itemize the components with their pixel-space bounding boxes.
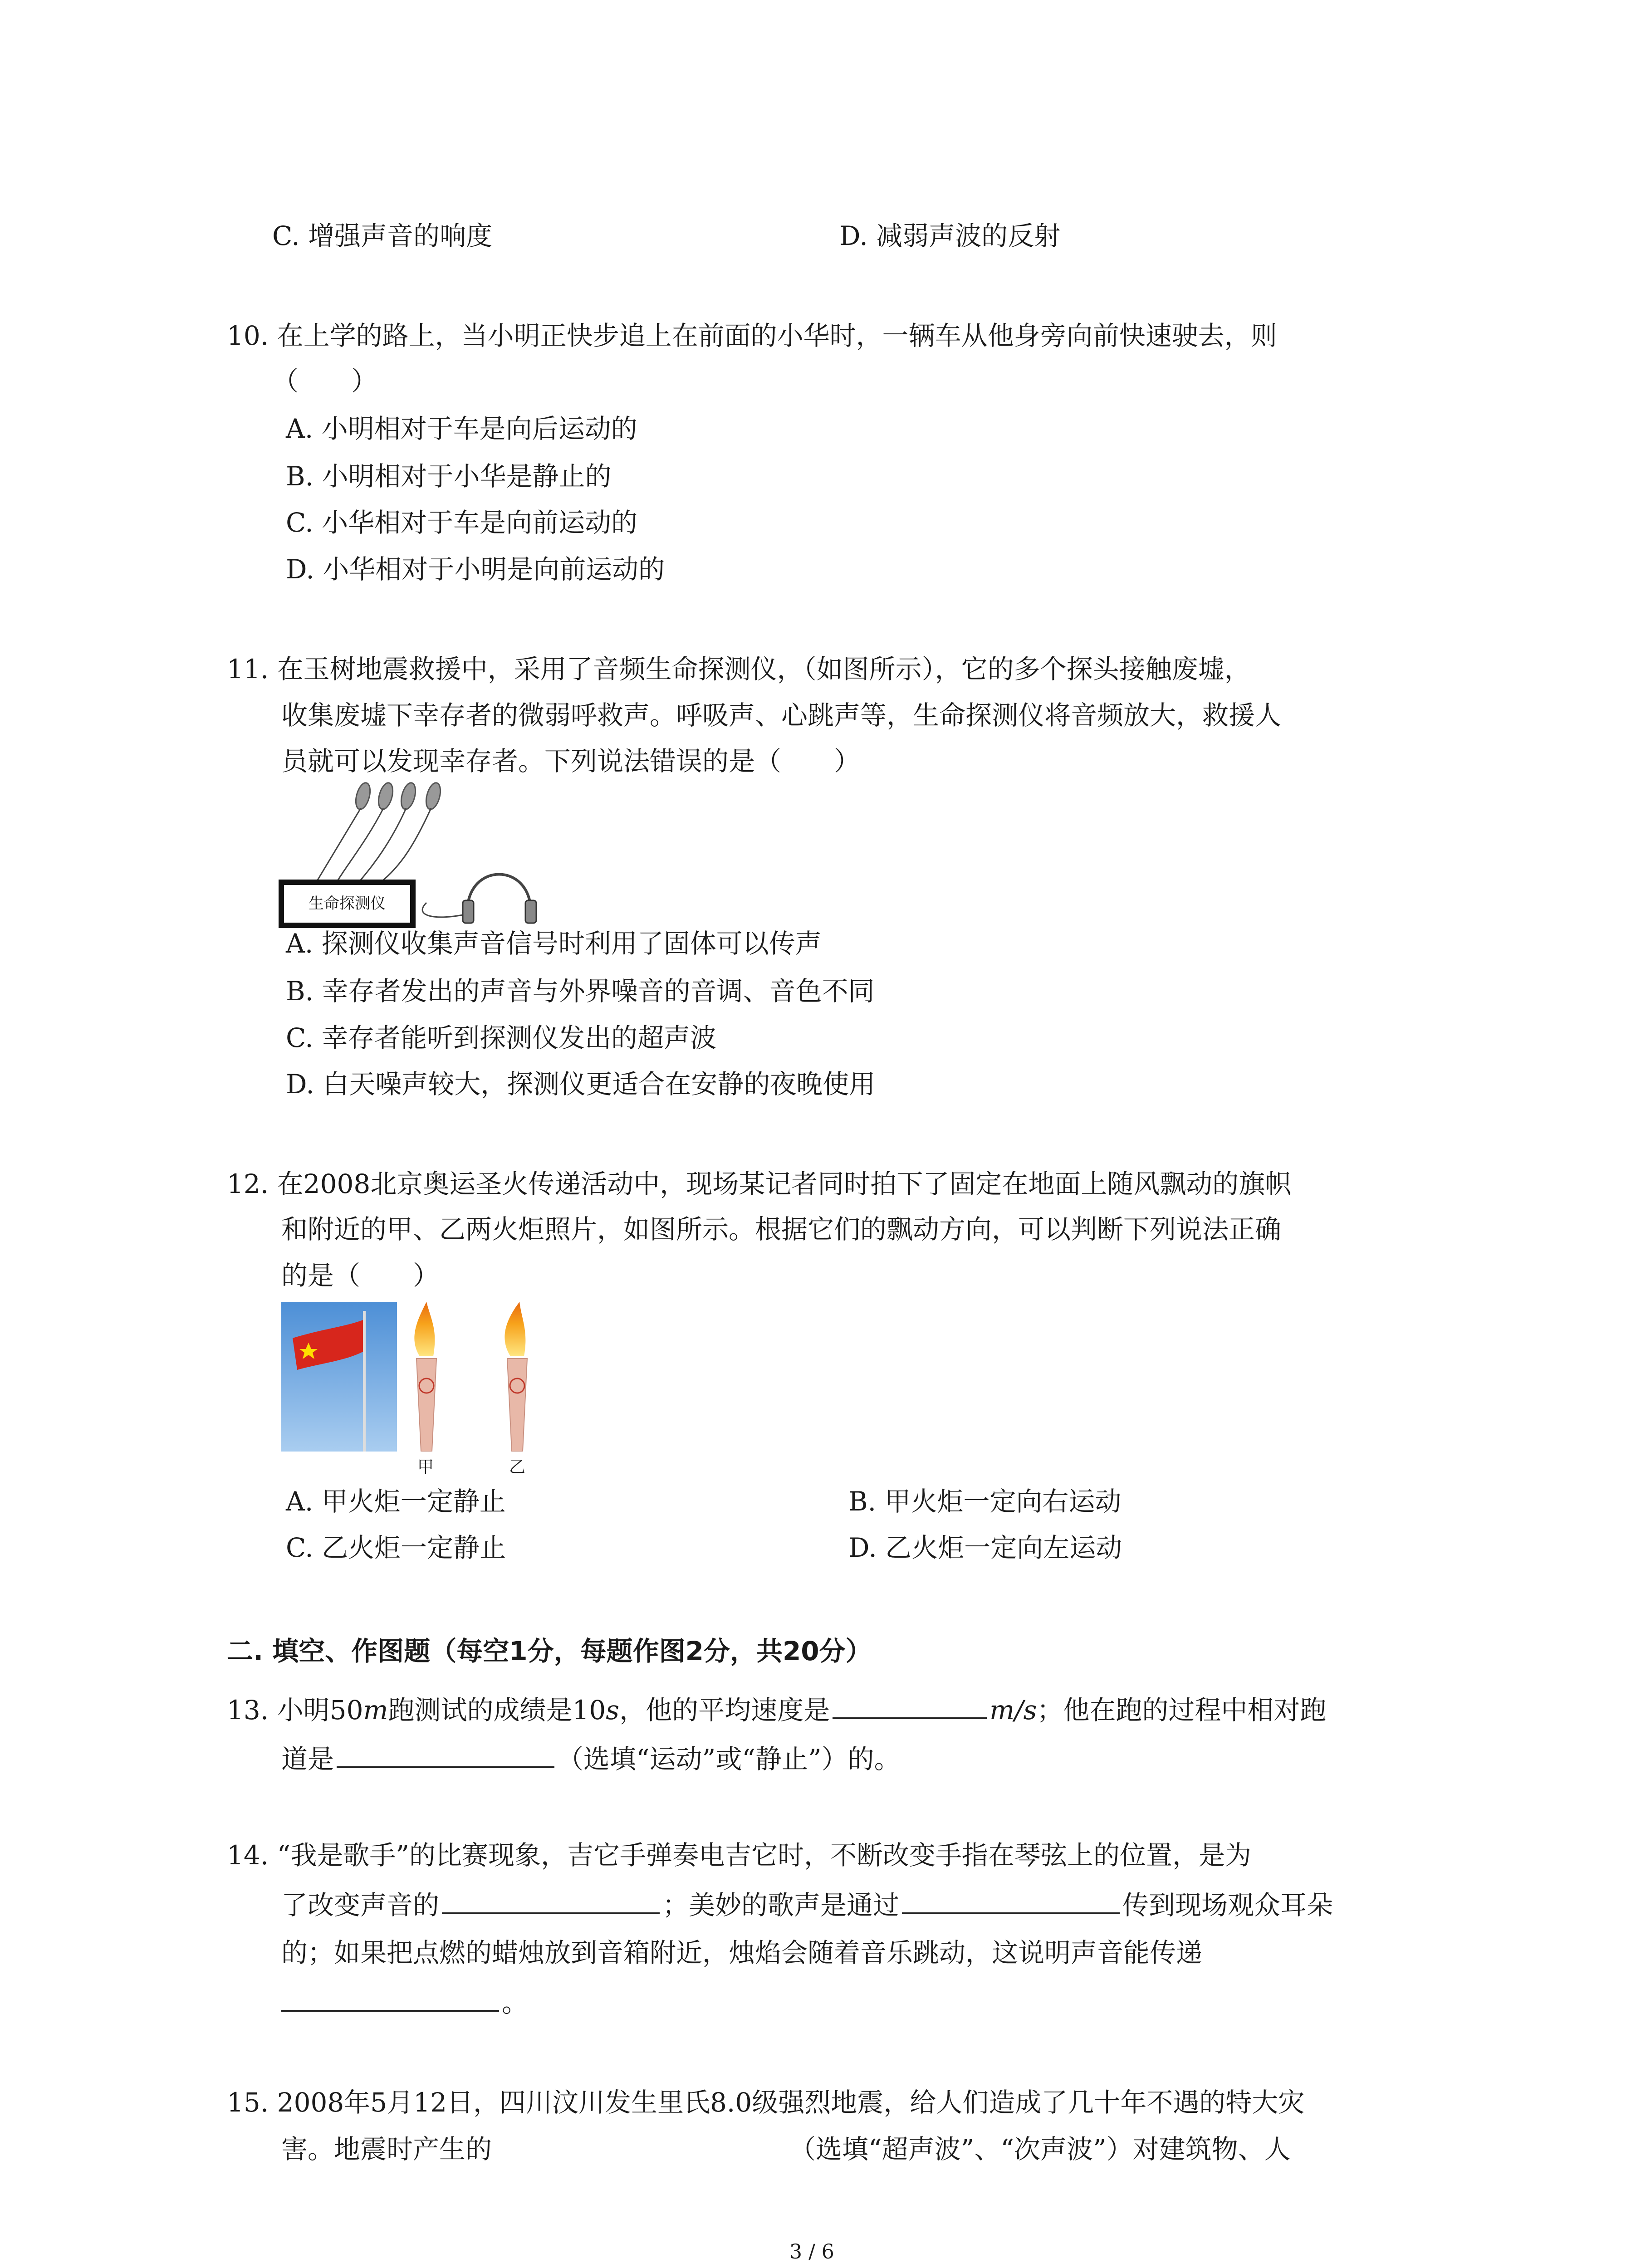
q14-line4-end: 。 — [502, 1987, 529, 2018]
q13-unit-m: m — [363, 1695, 388, 1725]
q10-option-b: B. 小明相对于小华是静止的 — [286, 461, 612, 492]
page-number: 3 / 6 — [789, 2240, 834, 2263]
q15-line2-a: 害。地震时产生的 — [281, 2134, 492, 2165]
life-detector-label: 生命探测仪 — [309, 894, 386, 913]
q13-line2 — [281, 1741, 901, 1777]
life-detector-figure — [277, 780, 549, 930]
q14-line3: 的；如果把点燃的蜡烛放到音箱附近，烛焰会随着音乐跳动，这说明声音能传递 — [281, 1937, 1203, 1968]
section2-title: 二. 填空、作图题（每空1分，每题作图2分，共20分） — [227, 1636, 872, 1667]
flag-torch-figure — [281, 1302, 554, 1483]
torch-label-jia: 甲 — [417, 1458, 434, 1476]
q10-stem-line1: 10. 在上学的路上，当小明正快步追上在前面的小华时，一辆车从他身旁向前快速驶去，则 — [227, 320, 1277, 351]
q11-option-c: C. 幸存者能听到探测仪发出的超声波 — [286, 1022, 717, 1053]
q11-stem-line2: 收集废墟下幸存者的微弱呼救声。呼吸声、心跳声等，生命探测仪将音频放大，救援人 — [281, 700, 1282, 731]
q14-line2 — [281, 1887, 1333, 1923]
q13-line2-b: （选填“运动”或“静止”）的。 — [557, 1744, 901, 1774]
q13-unit-ms: m/s — [989, 1695, 1037, 1725]
q12-stem-line1: 12. 在2008北京奥运圣火传递活动中，现场某记者同时拍下了固定在地面上随风飘动的旗帜 — [227, 1168, 1292, 1199]
q11-option-d: D. 白天噪声较大，探测仪更适合在安静的夜晚使用 — [286, 1069, 876, 1100]
q11-option-b: B. 幸存者发出的声音与外界噪音的音调、音色不同 — [286, 976, 875, 1007]
q15-line1: 15. 2008年5月12日，四川汶川发生里氏8.0级强烈地震，给人们造成了几十年不遇的特大灾 — [227, 2087, 1305, 2118]
q12-stem-line2: 和附近的甲、乙两火炬照片，如图所示。根据它们的飘动方向，可以判断下列说法正确 — [281, 1214, 1282, 1245]
q9-option-d: D. 减弱声波的反射 — [839, 220, 1061, 251]
q14-line2-c: 传到现场观众耳朵 — [1122, 1890, 1333, 1921]
q10-stem-line2: （ ） — [272, 366, 378, 396]
q14-blank-medium[interactable] — [902, 1908, 1120, 1914]
q14-line1: 14. “我是歌手”的比赛现象，吉它手弹奏电吉它时，不断改变手指在琴弦上的位置，是为 — [227, 1840, 1251, 1871]
q10-option-c: C. 小华相对于车是向前运动的 — [286, 507, 638, 538]
q12-option-a: A. 甲火炬一定静止 — [286, 1486, 506, 1517]
torch-label-yi: 乙 — [509, 1458, 526, 1476]
q13-text-b: 跑测试的成绩是10 — [388, 1695, 606, 1725]
q10-option-d: D. 小华相对于小明是向前运动的 — [286, 554, 665, 585]
flag-and-torches-illustration — [281, 1302, 554, 1452]
q14-line4 — [281, 1984, 528, 2021]
q13-text-d: ；他在跑的过程中相对跑 — [1037, 1695, 1327, 1725]
q13-text-c: ，他的平均速度是 — [619, 1695, 830, 1725]
q10-option-a: A. 小明相对于车是向后运动的 — [286, 413, 637, 444]
q14-line2-a: 了改变声音的 — [281, 1890, 440, 1921]
q14-blank-property[interactable] — [442, 1908, 660, 1914]
q12-stem-line3: 的是（ ） — [281, 1260, 440, 1291]
q12-option-b: B. 甲火炬一定向右运动 — [848, 1486, 1122, 1517]
q12-option-d: D. 乙火炬一定向左运动 — [848, 1532, 1122, 1563]
q11-option-a: A. 探测仪收集声音信号时利用了固体可以传声 — [286, 928, 822, 959]
q13-text-a: 13. 小明50 — [227, 1695, 363, 1725]
q11-stem-line1: 11. 在玉树地震救援中，采用了音频生命探测仪，（如图所示），它的多个探头接触废墟， — [227, 654, 1251, 684]
q13-blank-speed[interactable] — [833, 1713, 987, 1719]
q13-blank-motion[interactable] — [337, 1762, 554, 1768]
q9-option-c: C. 增强声音的响度 — [272, 220, 493, 251]
q15-line2-b: （选填“超声波”、“次声波”）对建筑物、人 — [789, 2134, 1291, 2165]
q12-option-c: C. 乙火炬一定静止 — [286, 1532, 506, 1563]
q13-unit-s: s — [606, 1695, 620, 1725]
q13-line1 — [227, 1692, 1326, 1728]
q13-line2-a: 道是 — [281, 1744, 334, 1774]
q11-stem-line3: 员就可以发现幸存者。下列说法错误的是（ ） — [281, 746, 861, 777]
q14-blank-transfer[interactable] — [281, 2005, 499, 2012]
q14-line2-b: ；美妙的歌声是通过 — [662, 1890, 900, 1921]
